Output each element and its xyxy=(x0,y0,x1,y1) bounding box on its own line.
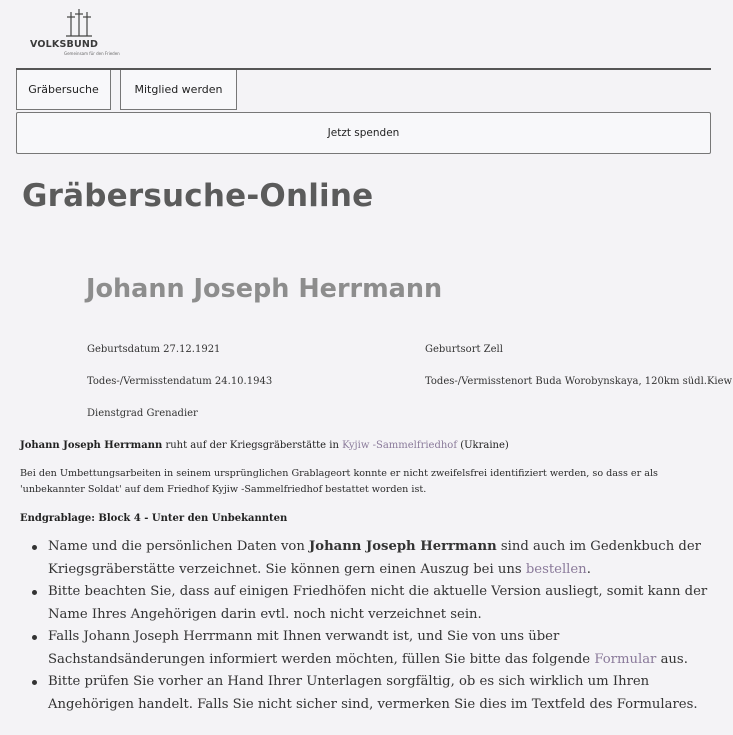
donate-button[interactable]: Jetzt spenden xyxy=(16,112,711,154)
order-extract-link[interactable]: bestellen xyxy=(525,561,587,577)
bullet-text: Name und die persönlichen Daten von xyxy=(48,539,310,554)
nav-mitglied-werden-button[interactable]: Mitglied werden xyxy=(120,70,237,110)
logo-tagline: Gemeinsam für den Frieden xyxy=(64,51,120,56)
bullet-dot xyxy=(32,635,37,640)
bullet-text: sind auch im Gedenkbuch der Kriegsgräberstätte verzeichnet. Sie können gern einen Auszug bei uns xyxy=(48,539,701,577)
list-item xyxy=(26,581,716,626)
birth-date: Geburtsdatum 27.12.1921 xyxy=(87,344,221,355)
bullet-dot xyxy=(32,545,37,550)
bullet-dot xyxy=(32,590,37,595)
bullet-dot xyxy=(32,680,37,685)
bullet-text: aus. xyxy=(656,651,688,667)
list-item xyxy=(26,671,716,716)
form-link[interactable]: Formular xyxy=(594,651,657,667)
nav-graebersuche-button[interactable]: Gräbersuche xyxy=(16,70,111,110)
bullet-text: . xyxy=(586,561,591,577)
resting-person-name: Johann Joseph Herrmann xyxy=(20,440,163,451)
death-date: Todes-/Vermisstendatum 24.10.1943 xyxy=(87,376,273,387)
info-list xyxy=(26,536,716,716)
list-item xyxy=(26,536,716,581)
bullet-text: Bitte prüfen Sie vorher an Hand Ihrer Unterlagen sorgfältig, ob es sich wirklich um Ihren Angehörigen handelt. Falls Sie nicht sicher sind, vermerken Sie dies im Textfeld des Formulares. xyxy=(48,674,698,712)
volksbund-logo[interactable] xyxy=(24,8,134,58)
bullet-text: Falls Johann Joseph Herrmann mit Ihnen verwandt ist, und Sie von uns über Sachstandsänderungen informiert werden möchten, füllen Sie bitte das folgende xyxy=(48,629,595,667)
page-title: Gräbersuche-Online xyxy=(22,178,374,214)
end-grave-location: Endgrablage: Block 4 - Unter den Unbekannten xyxy=(20,513,288,524)
crosses-icon xyxy=(62,8,96,38)
bullet-text: Bitte beachten Sie, dass auf einigen Friedhöfen nicht die aktuelle Version ausliegt, somit kann der Name Ihres Angehörigen darin evtl. noch nicht verzeichnet sein. xyxy=(48,584,708,622)
person-name: Johann Joseph Herrmann xyxy=(86,274,443,304)
resting-text-before: ruht auf der Kriegsgräberstätte in xyxy=(162,440,343,451)
resting-place-line xyxy=(20,440,509,451)
birth-place: Geburtsort Zell xyxy=(425,344,503,355)
bullet-person-name: Johann Joseph Herrmann xyxy=(309,539,497,554)
cemetery-link[interactable]: Kyjiw -Sammelfriedhof xyxy=(342,440,458,451)
death-place: Todes-/Vermisstenort Buda Worobynskaya, 120km südl.Kiew xyxy=(425,376,733,387)
resting-text-after: (Ukraine) xyxy=(457,440,509,451)
military-rank: Dienstgrad Grenadier xyxy=(87,408,198,419)
logo-wordmark: VOLKSBUND xyxy=(30,39,99,50)
reburial-note: Bei den Umbettungsarbeiten in seinem ursprünglichen Grablageort konnte er nicht zweifelsfrei identifiziert werden, so dass er als 'unbekannter Soldat' auf dem Friedhof Kyjiw -Sammelfriedhof bestattet worden ist. xyxy=(20,468,658,495)
list-item xyxy=(26,626,716,671)
